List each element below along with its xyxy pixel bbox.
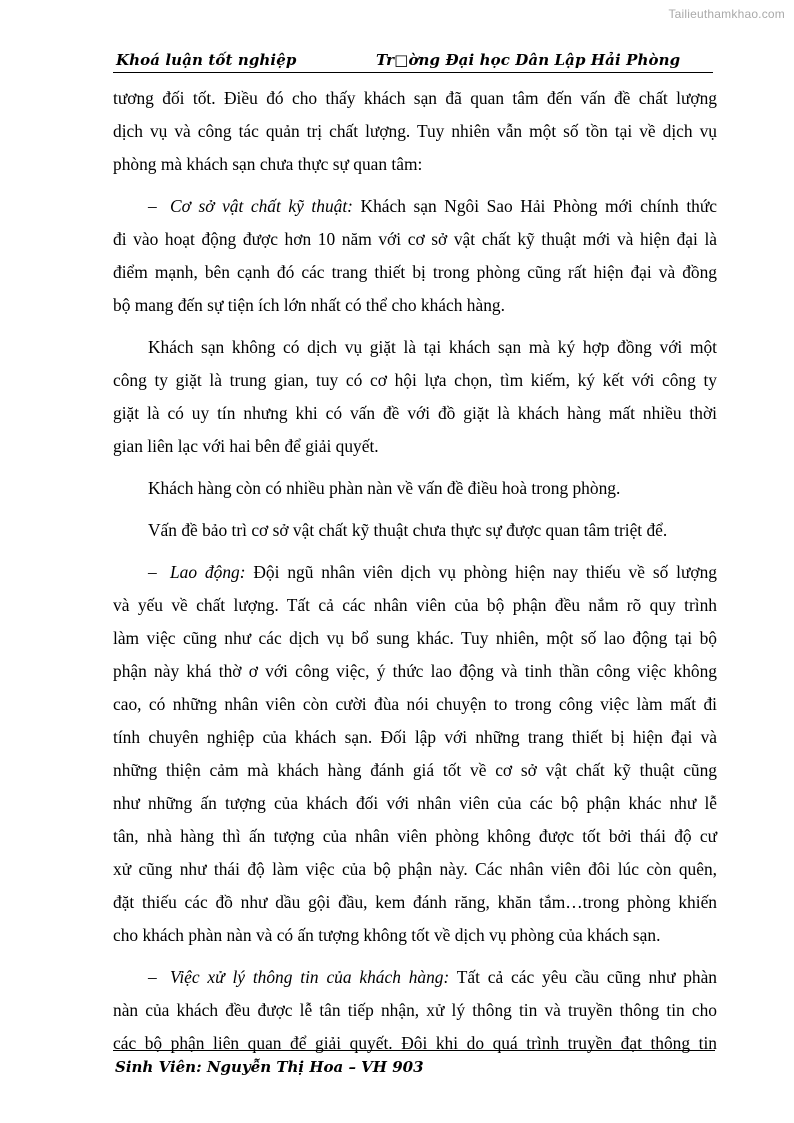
text-line: làm việc cũng như các dịch vụ bổ sung khác. Tuy nhiên, một số lao động tại bộ [113,628,717,648]
dash-bullet: – [148,562,157,582]
text-line: tân, nhà hàng thì ấn tượng của nhân viên phòng không được tốt bởi thái độ cư [113,826,717,846]
paragraph-info-handling [113,961,717,1060]
bullet-text: Đội ngũ nhân viên dịch vụ phòng hiện nay thiếu về số lượng [245,562,717,582]
text-line: nàn của khách đều được lễ tân tiếp nhận, xử lý thông tin và truyền thông tin cho [113,1000,717,1020]
bullet-text: Tất cả các yêu cầu cũng như phàn [449,967,717,987]
header-thesis-label: Khoá luận tốt nghiệp [116,51,297,69]
page-footer [113,1050,715,1076]
paragraph-intro [113,82,717,181]
text-line: các bộ phận liên quan để giải quyết. Đôi khi do quá trình truyền đạt thông tin [113,1033,717,1053]
text-line: và yếu về chất lượng. Tất cả các nhân viên của bộ phận đều nắm rõ quy trình [113,595,717,615]
text-line: tương đối tốt. Điều đó cho thấy khách sạn đã quan tâm đến vấn đề chất lượng [113,88,717,108]
bullet-lead: Cơ sở vật chất kỹ thuật: [170,196,353,216]
paragraph-aircon [113,472,717,505]
text-line: đi vào hoạt động được hơn 10 năm với cơ sở vật chất kỹ thuật mới và hiện đại là [113,229,717,249]
text-line: tính chuyên nghiệp của khách sạn. Đối lập với những trang thiết bị hiện đại và [113,727,717,747]
text-line: Khách hàng còn có nhiều phàn nàn về vấn đề điều hoà trong phòng. [148,478,621,498]
text-line: cao, có những nhân viên còn cười đùa nói chuyện to trong công việc làm mất đi [113,694,717,714]
paragraph-labor [113,556,717,952]
text-line: công ty giặt là trung gian, tuy có cơ hội lựa chọn, tìm kiếm, ký kết với công ty [113,370,717,390]
paragraph-laundry [113,331,717,463]
text-line: phòng mà khách sạn chưa thực sự quan tâm: [113,154,423,174]
dash-bullet: – [148,967,157,987]
text-line: điểm mạnh, bên cạnh đó các trang thiết bị trong phòng cũng rất hiện đại và đồng [113,262,717,282]
text-line: đặt thiếu các đồ như dầu gội đầu, kem đánh răng, khăn tắm…trong phòng khiến [113,892,717,912]
text-line: bộ mang đến sự tiện ích lớn nhất có thể cho khách hàng. [113,295,505,315]
bullet-first-line [113,556,717,589]
text-line: dịch vụ và công tác quản trị chất lượng. Tuy nhiên vẫn một số tồn tại về dịch vụ [113,121,717,141]
paragraph-facilities [113,190,717,322]
bullet-text: Khách sạn Ngôi Sao Hải Phòng mới chính thức [352,196,717,216]
bullet-lead: Lao động: [170,562,246,582]
bullet-first-line [113,961,717,994]
text-line: giặt là có uy tín nhưng khi có vấn đề với đồ giặt là khách hàng mất nhiều thời [113,403,717,423]
text-line: cho khách phàn nàn và có ấn tượng không tốt về dịch vụ phòng của khách sạn. [113,925,661,945]
dash-bullet: – [148,196,157,216]
footer-student-name: Sinh Viên: Nguyễn Thị Hoa – VH 903 [115,1058,424,1076]
page-header [113,50,713,73]
text-line: Khách sạn không có dịch vụ giặt là tại khách sạn mà ký hợp đồng với một [148,337,717,357]
watermark: Tailieuthamkhao.com [668,7,785,21]
text-line: phận này khá thờ ơ với công việc, ý thức lao động và tinh thần công việc không [113,661,717,681]
text-line: những thiện cảm mà khách hàng đánh giá tốt về cơ sở vật chất kỹ thuật cũng [113,760,717,780]
bullet-first-line [113,190,717,223]
text-line: xử cũng như thái độ làm việc của bộ phận này. Các nhân viên đôi lúc còn quên, [113,859,717,879]
document-body [113,82,717,1060]
paragraph-maintenance [113,514,717,547]
header-university-name: Tr□ờng Đại học Dân Lập Hải Phòng [376,51,681,69]
text-line: gian liên lạc với hai bên để giải quyết. [113,436,379,456]
text-line: Vấn đề bảo trì cơ sở vật chất kỹ thuật chưa thực sự được quan tâm triệt để. [148,520,668,540]
bullet-lead: Việc xử lý thông tin của khách hàng: [170,967,450,987]
text-line: như những ấn tượng của khách đối với nhân viên của các bộ phận khác như lễ [113,793,717,813]
